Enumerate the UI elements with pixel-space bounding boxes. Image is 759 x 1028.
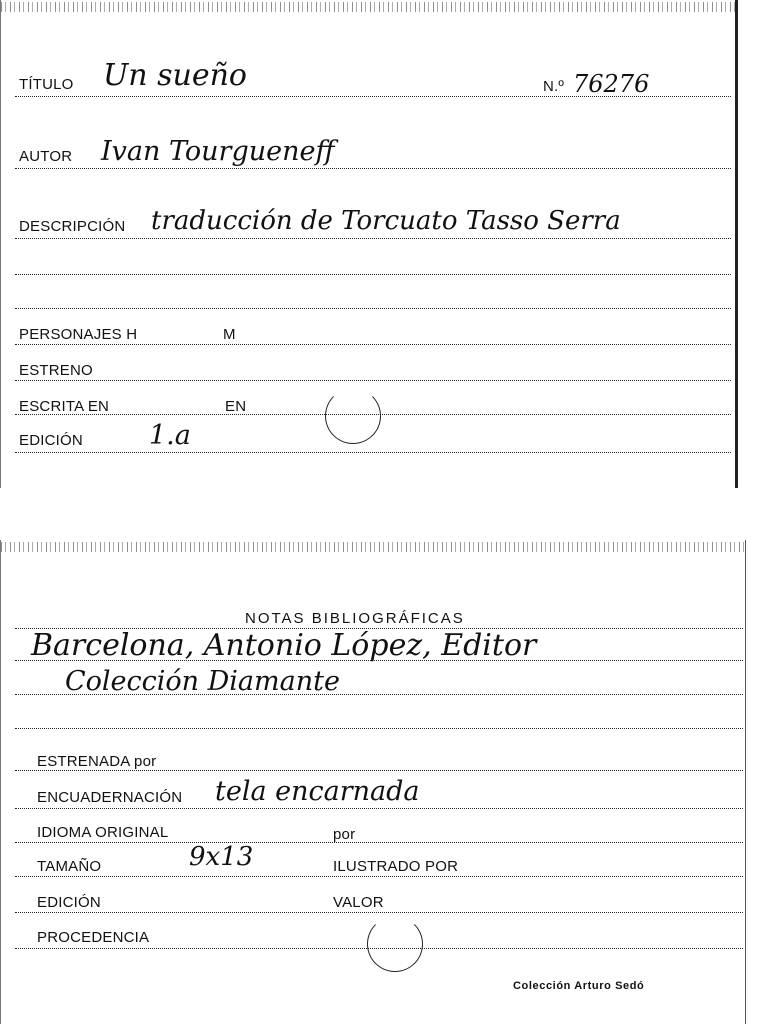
numero-label: N.º <box>543 78 565 95</box>
tamano-label: TAMAÑO <box>37 858 102 875</box>
descripcion-label: DESCRIPCIÓN <box>19 218 126 235</box>
estrenada-line <box>15 770 743 771</box>
procedencia-label: PROCEDENCIA <box>37 929 150 946</box>
personajes-m-label: M <box>223 326 236 343</box>
tamano-line <box>15 876 743 877</box>
escrita-label: ESCRITA EN <box>19 398 110 415</box>
descripcion-line-3 <box>15 308 731 309</box>
titulo-line <box>15 96 731 97</box>
notes-line-1: Barcelona, Antonio López, Editor <box>31 628 537 663</box>
notes-rule-3 <box>15 728 743 729</box>
collection-footer: Colección Arturo Sedó <box>513 980 645 992</box>
edicion-top-label: EDICIÓN <box>19 432 83 449</box>
escrita-en-label: EN <box>225 398 247 415</box>
personajes-line <box>15 344 731 345</box>
edicion-top-line <box>15 452 731 453</box>
edicion-bottom-line <box>15 912 743 913</box>
titulo-label: TÍTULO <box>19 76 74 93</box>
edicion-top-value: 1.a <box>149 420 191 451</box>
notes-line-2: Colección Diamante <box>65 666 340 697</box>
ilustrado-label: ILUSTRADO POR <box>333 858 459 875</box>
descripcion-value: traducción de Torcuato Tasso Serra <box>151 206 621 236</box>
estreno-label: ESTRENO <box>19 362 93 379</box>
idioma-label: IDIOMA ORIGINAL <box>37 824 169 841</box>
estreno-line <box>15 380 731 381</box>
numero-value: 76276 <box>573 70 650 98</box>
autor-value: Ivan Tourgueneff <box>101 136 335 167</box>
encuadernacion-value: tela encarnada <box>215 776 420 807</box>
autor-label: AUTOR <box>19 148 73 165</box>
notas-heading: NOTAS BIBLIOGRÁFICAS <box>245 610 465 627</box>
descripcion-line-2 <box>15 274 731 275</box>
encuadernacion-label: ENCUADERNACIÓN <box>37 789 183 806</box>
catalog-card-top <box>0 0 738 488</box>
punch-hole-bottom <box>367 916 423 972</box>
punch-hole-top <box>325 388 381 444</box>
estrenada-label: ESTRENADA por <box>37 753 157 770</box>
notes-rule-2 <box>15 694 743 695</box>
encuadernacion-line <box>15 808 743 809</box>
edicion-bottom-label: EDICIÓN <box>37 894 101 911</box>
tamano-value: 9x13 <box>189 842 254 872</box>
notes-rule-1 <box>15 660 743 661</box>
idioma-line <box>15 842 743 843</box>
scan-edge-bottom <box>1 542 745 552</box>
valor-label: VALOR <box>333 894 384 911</box>
idioma-por-label: por <box>333 826 356 843</box>
personajes-label: PERSONAJES H <box>19 326 138 343</box>
descripcion-line <box>15 238 731 239</box>
catalog-card-bottom <box>0 540 746 1024</box>
scan-edge-top <box>1 2 735 12</box>
autor-line <box>15 168 731 169</box>
titulo-value: Un sueño <box>103 58 247 93</box>
